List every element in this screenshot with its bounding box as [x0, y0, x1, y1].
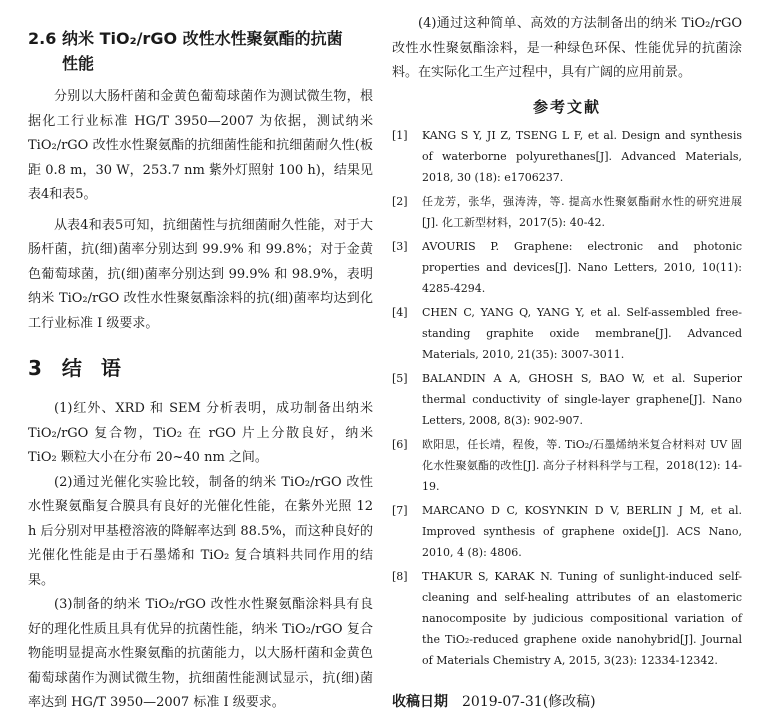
reference-text: KANG S Y, JI Z, TSENG L F, et al. Design and synthesis of waterborne polyurethanes[J]. Advanced Materials, 2018, 30 (18): e1706237. — [422, 128, 742, 184]
received-value: 2019-07-31(修改稿) — [462, 693, 596, 710]
section-number: 2.6 — [28, 29, 57, 48]
conclusion-item: (2)通过光催化实验比较，制备的纳米 TiO₂/rGO 改性水性聚氨酯复合膜具有良好的光催化性能，在紫外光照 12 h 后分别对甲基橙溶液的降解率达到 88.5%，而这种良好的光催化性能是由于石墨烯和 TiO₂ 复合填料共同作用的结果。 — [28, 474, 373, 588]
reference-number: [1] — [392, 128, 408, 142]
reference-item — [392, 125, 742, 188]
paragraph: 分别以大肠杆菌和金黄色葡萄球菌作为测试微生物，根据化工行业标准 HG/T 3950—2007 为依据，测试纳米 TiO₂/rGO 改性水性聚氨酯的抗细菌性能和抗细菌耐久性(板距 0.8 m，30 W，253.7 nm 紫外灯照射 100 h)，结果见表4和表5。 — [28, 89, 373, 202]
reference-item — [392, 434, 742, 497]
received-label: 收稿日期 — [392, 693, 448, 710]
reference-item — [392, 302, 742, 365]
right-column — [392, 0, 742, 711]
section-3-heading — [28, 352, 373, 381]
reference-list — [392, 125, 742, 671]
reference-number: [6] — [392, 437, 408, 451]
left-column — [28, 0, 373, 716]
conclusion-item: (4)通过这种简单、高效的方法制备出的纳米 TiO₂/rGO 改性水性聚氨酯涂料，是一种绿色环保、性能优异的抗菌涂料。在实际化工生产过程中，具有广阔的应用前景。 — [392, 16, 742, 80]
reference-item — [392, 500, 742, 563]
reference-item — [392, 566, 742, 671]
section-2-6-heading — [28, 26, 373, 76]
reference-text: 任龙芳，张华，强涛涛，等. 提高水性聚氨酯耐水性的研究进展[J]. 化工新型材料，2017(5): 40-42. — [422, 194, 742, 229]
section-title-cont: 性能 — [62, 54, 95, 73]
conclusion-item: (3)制备的纳米 TiO₂/rGO 改性水性聚氨酯涂料具有良好的理化性质且具有优异的抗菌性能，纳米 TiO₂/rGO 复合物能明显提高水性聚氨酯的抗菌能力，以大肠杆菌和金黄色葡萄球菌作为测试微生物，抗细菌性能测试显示，抗(细)菌率达到 HG/T 3950—2007 标准 Ⅰ 级要求。 — [28, 597, 373, 710]
reference-number: [8] — [392, 569, 408, 583]
reference-number: [2] — [392, 194, 408, 208]
reference-text: MARCANO D C, KOSYNKIN D V, BERLIN J M, et al. Improved synthesis of graphene oxide[J]. ACS Nano, 2010, 4 (8): 4806. — [422, 503, 742, 559]
reference-text: AVOURIS P. Graphene: electronic and photonic properties and devices[J]. Nano Letters, 2010, 10(11): 4285-4294. — [422, 239, 742, 295]
received-date — [392, 691, 742, 711]
reference-text: CHEN C, YANG Q, YANG Y, et al. Self-assembled free-standing graphite oxide membrane[J]. Advanced Materials, 2010, 21(35): 3007-3011. — [422, 305, 742, 361]
reference-text: THAKUR S, KARAK N. Tuning of sunlight-induced self-cleaning and self-healing attributes of an elastomeric nanocomposite by judicious compositional variation of the TiO₂-reduced graphene oxide nanohybrid[J]. Journal of Materials Chemistry A, 2015, 3(23): 12334-12342. — [422, 569, 742, 667]
reference-text: BALANDIN A A, GHOSH S, BAO W, et al. Superior thermal conductivity of single-layer graphene[J]. Nano Letters, 2008, 8(3): 902-907. — [422, 371, 742, 427]
reference-number: [7] — [392, 503, 408, 517]
conclusion-item: (1)红外、XRD 和 SEM 分析表明，成功制备出纳米 TiO₂/rGO 复合物，TiO₂ 在 rGO 片上分散良好，纳米 TiO₂ 颗粒大小在分布 20~40 nm 之间。 — [28, 401, 373, 465]
paragraph: 从表4和表5可知，抗细菌性与抗细菌耐久性能，对于大肠杆菌，抗(细)菌率分别达到 99.9% 和 99.8%；对于金黄色葡萄球菌，抗(细)菌率分别达到 99.9% 和 98.9%，表明纳米 TiO₂/rGO 改性水性聚氨酯涂料的抗(细)菌率均达到化工行业标准 Ⅰ 级要求。 — [28, 217, 373, 331]
section-number: 3 — [28, 356, 48, 380]
reference-item — [392, 191, 742, 233]
references-heading: 参考文献 — [532, 97, 601, 116]
section-title: 结 语 — [61, 356, 127, 380]
reference-text: 欧阳思，任长靖，程俊，等. TiO₂/石墨烯纳米复合材料对 UV 固化水性聚氨酯的改性[J]. 高分子材料科学与工程，2018(12): 14-19. — [422, 437, 742, 493]
section-title: 纳米 TiO₂/rGO 改性水性聚氨酯的抗菌 — [62, 29, 343, 48]
reference-item — [392, 368, 742, 431]
reference-number: [4] — [392, 305, 408, 319]
reference-item — [392, 236, 742, 299]
reference-number: [3] — [392, 239, 408, 253]
reference-number: [5] — [392, 371, 408, 385]
